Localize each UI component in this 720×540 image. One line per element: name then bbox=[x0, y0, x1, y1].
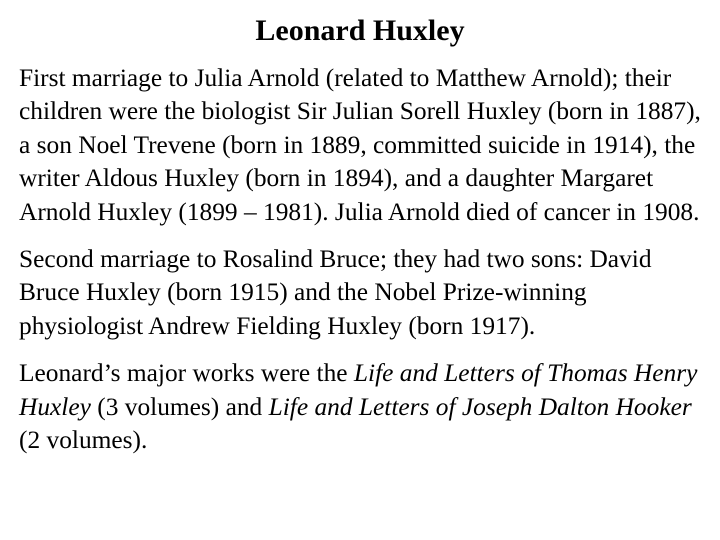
works-text-1: Leonard’s major works were the bbox=[19, 359, 354, 388]
paragraph-major-works bbox=[19, 357, 709, 457]
works-text-3: (2 volumes). bbox=[19, 392, 699, 455]
works-title-joseph-hooker: Life and Letters of Joseph Dalton Hooker bbox=[268, 392, 692, 421]
slide-body bbox=[19, 62, 709, 471]
works-text-2: (3 volumes) and bbox=[90, 392, 269, 421]
paragraph-second-marriage: Second marriage to Rosalind Bruce; they had two sons: David Bruce Huxley (born 1915) and the Nobel Prize-winning physiologist Andrew Fielding Huxley (born 1917). bbox=[19, 245, 652, 340]
slide-title: Leonard Huxley bbox=[255, 14, 465, 47]
works-title-thomas-huxley: Life and Letters of Thomas Henry Huxley bbox=[19, 359, 698, 421]
paragraph-first-marriage: First marriage to Julia Arnold (related to Matthew Arnold); their children were the biologist Sir Julian Sorell Huxley (born in 1887), a son Noel Trevene (born in 1889, committed suicide in 1914), the writer Aldous Huxley (born in 1894), and a daughter Margaret Arnold Huxley (1899 – 1981). Julia Arnold died of cancer in 1908. bbox=[19, 64, 701, 226]
